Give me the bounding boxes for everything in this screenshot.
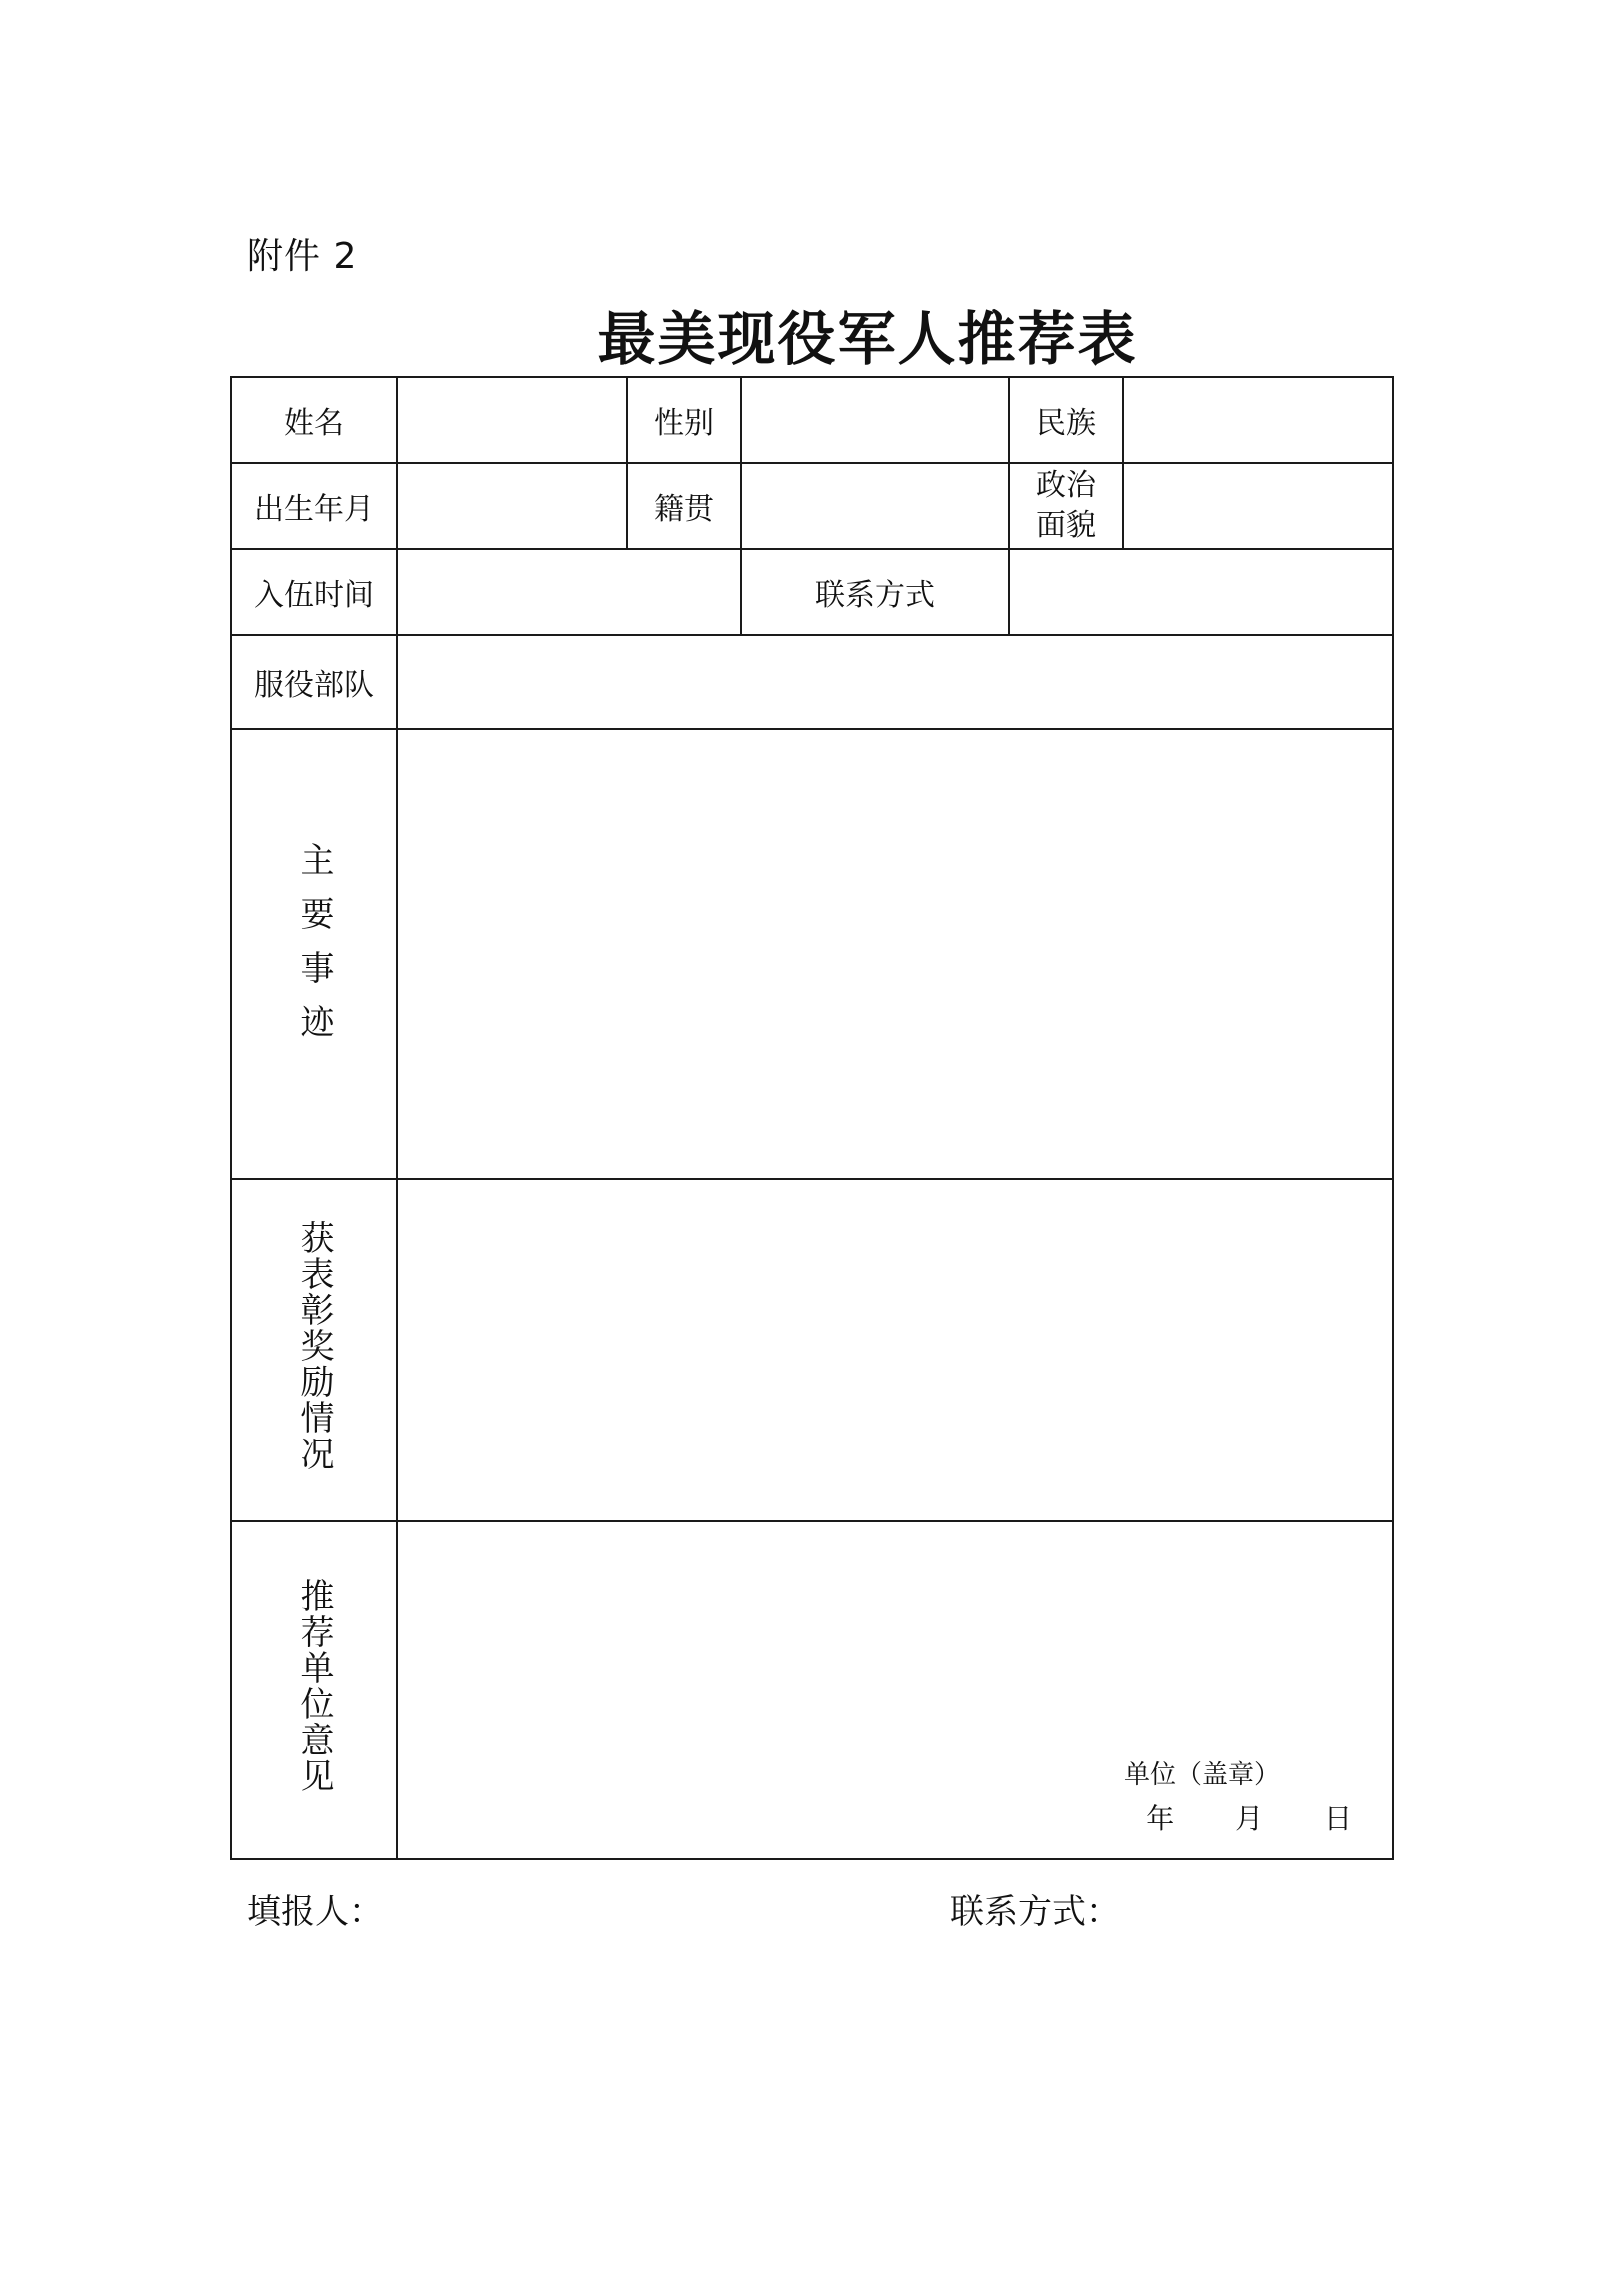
deeds-label: 主要事迹 [294,842,334,1058]
ethnicity-label: 民族 [1009,377,1123,463]
contact-label: 联系方式 [741,549,1009,635]
table-row [231,463,1393,549]
deeds-label-cell [231,729,397,1179]
date-text: 年 月 日 [1146,1802,1378,1835]
political-label [1009,463,1123,549]
table-row [231,377,1393,463]
birth-field[interactable] [397,463,627,549]
birth-label: 出生年月 [231,463,397,549]
enlist-field[interactable] [397,549,741,635]
table-row [231,635,1393,729]
unit-field[interactable] [397,635,1393,729]
stamp-text: 单位（盖章） [1123,1760,1280,1790]
name-field[interactable] [397,377,627,463]
awards-field[interactable] [397,1179,1393,1521]
awards-label: 获表彰奖励情况 [294,1220,334,1472]
ethnicity-field[interactable] [1123,377,1393,463]
filler-label: 填报人： [247,1892,383,1932]
unit-label: 服役部队 [231,635,397,729]
form-title: 最美现役军人推荐表 [597,305,1138,373]
table-row [231,729,1393,1179]
political-field[interactable] [1123,463,1393,549]
awards-label-cell [231,1179,397,1521]
opinion-label: 推荐单位意见 [294,1578,334,1794]
contact-field[interactable] [1009,549,1393,635]
deeds-field[interactable] [397,729,1393,1179]
gender-field[interactable] [741,377,1009,463]
political-label-line1: 政治 [1036,467,1096,503]
gender-label: 性别 [627,377,741,463]
attachment-label: 附件 2 [247,236,358,277]
table-row [231,1521,1393,1859]
native-place-field[interactable] [741,463,1009,549]
table-row [231,549,1393,635]
native-place-label: 籍贯 [627,463,741,549]
name-label: 姓名 [231,377,397,463]
enlist-label: 入伍时间 [231,549,397,635]
table-row [231,1179,1393,1521]
political-label-line2: 面貌 [1036,508,1096,543]
footer-contact-label: 联系方式： [950,1892,1120,1932]
opinion-field[interactable] [397,1521,1393,1859]
recommendation-form-table [230,376,1394,1860]
opinion-label-cell [231,1521,397,1859]
